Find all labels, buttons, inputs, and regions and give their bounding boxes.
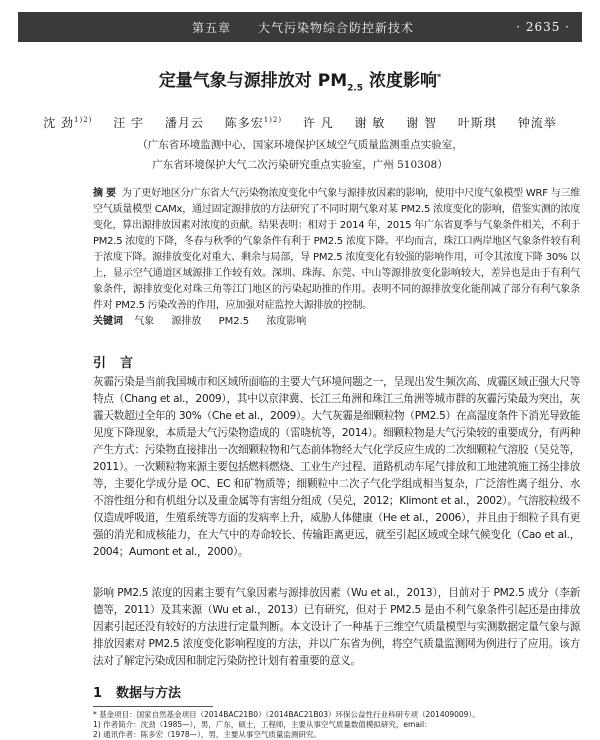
affiliation-line: 广东省环境保护大气二次污染研究重点实验室，广州 510308）: [152, 159, 448, 171]
author: 许 凡: [302, 116, 334, 130]
author: 汪 宇: [113, 116, 145, 130]
section-heading-introduction: 引 言: [93, 356, 134, 371]
abstract-label: 摘 要: [93, 188, 116, 199]
body-paragraph: 灰霾污染是当前我国城市和区域所面临的主要大气环境问题之一，呈现出发生频次高、成霾区域正强大尺等特点（Chang et al.，2009），其中以京津冀、长江三角洲和珠江三角洲等城市群的灰霾污染最为突出，灰霾天数超过全年的 30%（Che et al.，2009）。大气灰霾是细颗粒物（PM2.5）在高湿度条件下消光导致能见度下降现象，本质是大气污染物造成的（雷晓杭等，2014）。细颗粒物是大气污染较的重要成分，有两种产生方式：污染物直接排出一次细颗粒物和气态前体物经大气化学反应生成的二次细颗粒气溶胶（吴兑等，2011）。一次颗粒物来源主要包括燃料燃烧、工业生产过程、道路机动车尾气排放和工地建筑施工扬尘排放等，主要化学成分是 OC、EC 和矿物质等；细颗粒中二次子气化学组成相当复杂，广泛溶性离子组分、水不溶性组分和有机组分以及重金属等有害组分组成（吴兑，2012；Klimont et al.，2002）。气溶胶粒级不仅造成呼吸道，生殖系统等方面的发病率上升，威胁人体健康（He et al.，2006），并且由于细粒子具有更强的消光和成核能力，在大气中的寿命较长、传输距离更远，就至引起区域或全球气候变化（Cao et al.，2004；Aumont et al.，2000）。: [93, 376, 580, 558]
header-section: 第五章: [192, 20, 232, 35]
abstract: [93, 186, 580, 314]
page-number: · 2635 ·: [516, 20, 570, 34]
title-rest: 浓度影响: [363, 71, 437, 91]
footnotes: [93, 710, 580, 740]
footnote-divider: [93, 706, 213, 707]
abstract-text: 为了更好地区分广东省大气污染物浓度变化中气象与源排放因素的影响，使用中尺度气象模型 WRF 与三维空气质量模型 CAMx，通过固定源排放的方法研究了不同时期气象对某 PM2.5 浓度变化的影响，借鉴实测的浓度变化，算出源排放因素对浓度的贡献。结果表明：相对于 2014 年，2015 年广东省夏季与气象条件相关，不利于 PM2.5 浓度的下降，冬春与秋季的气象条件有利于 PM2.5 浓度下降。平均而言，珠江口两岸地区气象条件较有利于浓度下降。源排放变化对重大、剩余与局部，导 PM2.5 浓度变化有较强的影响作用，可令其浓度下降 30% 以上，显示空气通道区域源排工作较有效。深圳、珠海、东莞、中山等源排放变化影响较大，差异也是由于有利气象条件，源排放变化对珠三角等江门地区的污染起助推的作用。表明不同的源排放变化能削减了部分有利气象条件对 PM2.5 污染改善的作用，应加强对症监控大源排放的控制。: [93, 188, 581, 311]
author: 沈 劲$^{1)2)}$: [43, 116, 93, 130]
keyword: 气象: [134, 316, 155, 327]
keyword: 源排放: [171, 316, 202, 327]
paper-title: [0, 66, 600, 93]
author: 叶斯琪: [457, 116, 497, 130]
header-journal: 大气污染物综合防控新技术: [258, 20, 415, 35]
body-paragraph: 影响 PM2.5 浓度的因素主要有气象因素与源排放因素（Wu et al.，2013），目前对于 PM2.5 成分（李新德等，2011）及其来源（Wu et al.，2013）已有研究，但对于 PM2.5 是由不利气象条件引起还是由排放因素引起还没有较好的方法进行定量判断。本文设计了一种基于三维空气质量模型与实测数据定量气象与源排放因素对 PM2.5 浓度变化影响程度的方法，并以广东省为例，将空气质量监测网为例进行了应用。该方法对了解定污染成因和制定污染防控计划有着重要的意义。: [93, 587, 580, 667]
running-header: [18, 12, 582, 42]
author: 陈多宏$^{1)2)}$: [224, 116, 283, 130]
author: 钟流举: [517, 116, 557, 130]
title-footnote-mark: *: [436, 72, 442, 82]
keyword: 浓度影响: [266, 316, 307, 327]
keyword: PM2.5: [218, 316, 250, 327]
affiliation-line: （广东省环境监测中心，国家环境保护区域空气质量监测重点实验室，: [137, 139, 463, 151]
title-subscript: 2.5: [347, 83, 364, 94]
keywords-label: 关键词: [93, 316, 123, 327]
footnote: * 基金项目：国家自然基金项目（2014BAC21B0）（2014BAC21B03）环保公益性行业科研专项（201409009）。: [93, 710, 480, 719]
author-list: [0, 114, 600, 131]
author: 谢 智: [406, 116, 438, 130]
author: 谢 敏: [354, 116, 386, 130]
footnote: 1) 作者简介：沈劲（1985—），男，广东，硕士，工程师，主要从事空气质量数值模拟研究，email：: [93, 720, 432, 729]
author: 潘月云: [164, 116, 204, 130]
section-heading-methods: 1 数据与方法: [93, 686, 182, 701]
keywords: [93, 312, 580, 327]
title-main: 定量气象与源排放对 PM: [158, 71, 348, 91]
footnote: 2) 通讯作者：陈多宏（1978—），男，主要从事空气质量监测研究。: [93, 730, 321, 739]
